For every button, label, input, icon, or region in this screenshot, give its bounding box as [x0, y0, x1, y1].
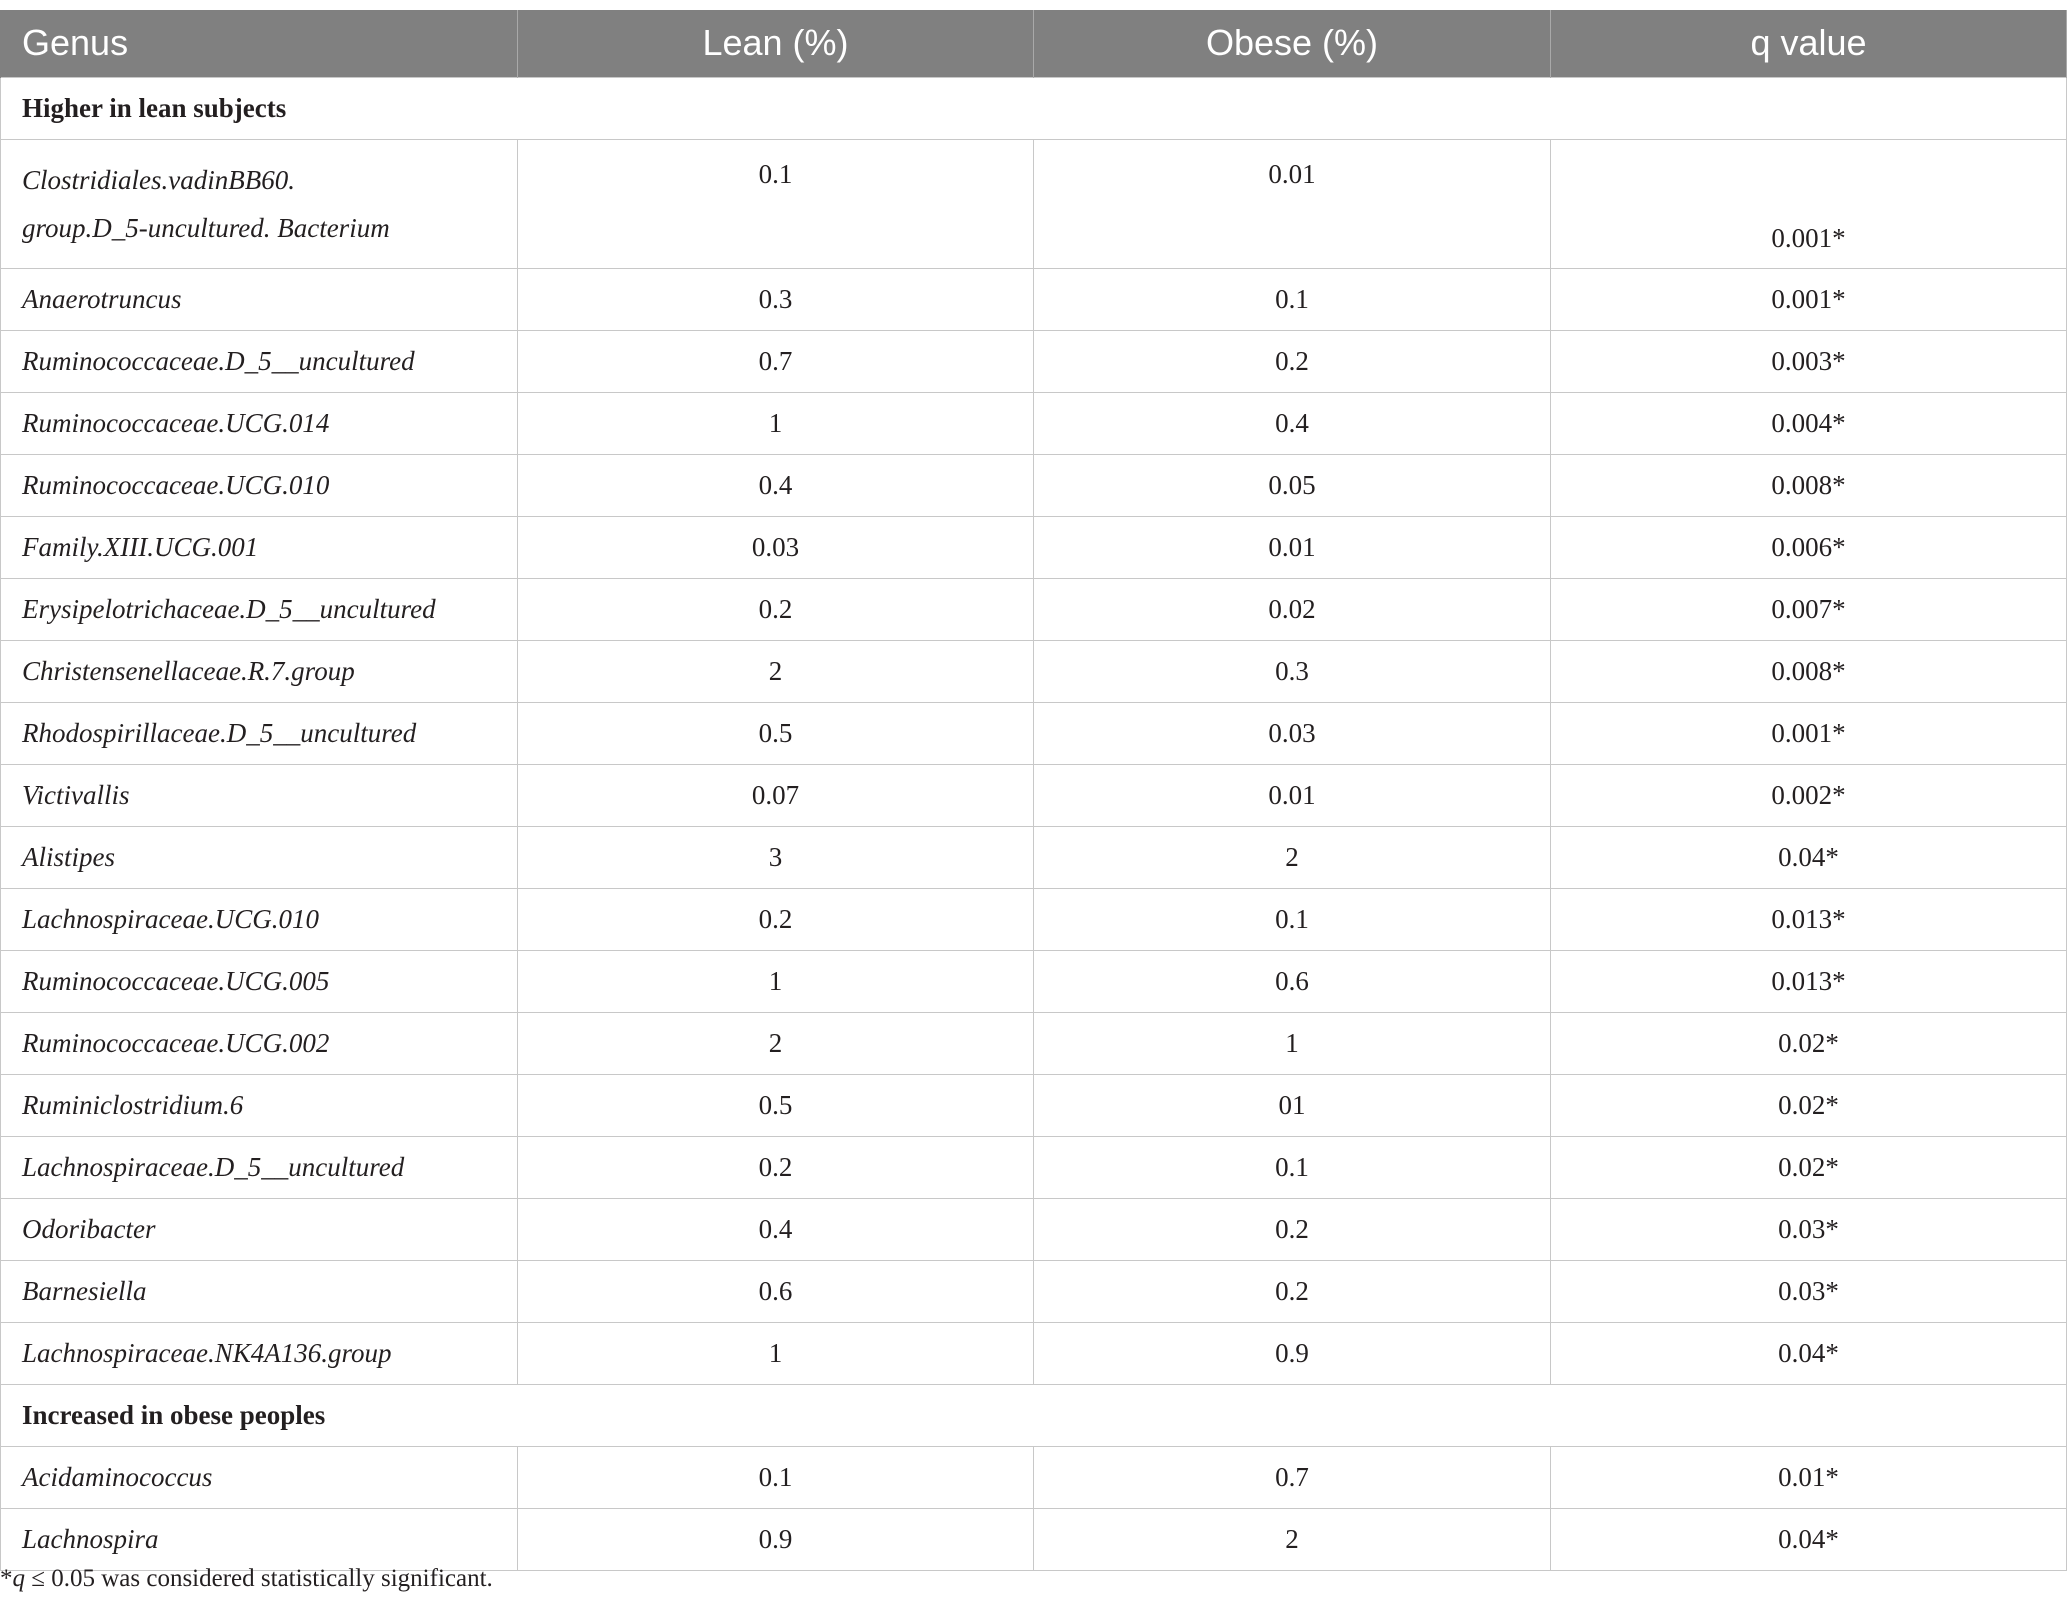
q-value-cell: 0.02*: [1551, 1012, 2067, 1074]
header-row: [1, 10, 2067, 77]
q-value-cell: 0.013*: [1551, 888, 2067, 950]
genus-cell: Ruminococcaceae.UCG.005: [1, 950, 518, 1012]
obese-percent-cell: 1: [1034, 1012, 1551, 1074]
obese-percent-cell: 2: [1034, 826, 1551, 888]
obese-percent-cell: 0.7: [1034, 1446, 1551, 1508]
table-row: [1, 640, 2067, 702]
obese-percent-cell: 0.03: [1034, 702, 1551, 764]
q-value-cell: 0.03*: [1551, 1198, 2067, 1260]
section-title: Higher in lean subjects: [1, 77, 2067, 139]
genus-cell: Victivallis: [1, 764, 518, 826]
lean-percent-cell: 0.3: [518, 268, 1034, 330]
lean-percent-cell: 0.2: [518, 578, 1034, 640]
q-value-cell: 0.04*: [1551, 1322, 2067, 1384]
obese-percent-cell: 0.2: [1034, 1260, 1551, 1322]
table-row: [1, 392, 2067, 454]
q-value-cell: 0.008*: [1551, 454, 2067, 516]
section-header-row: [1, 1384, 2067, 1446]
column-header-obese: Obese (%): [1034, 10, 1551, 77]
lean-percent-cell: 2: [518, 640, 1034, 702]
footnote-variable: q: [12, 1565, 25, 1592]
table-row: [1, 1446, 2067, 1508]
lean-percent-cell: 0.1: [518, 139, 1034, 268]
genus-cell: Lachnospira: [1, 1508, 518, 1570]
lean-percent-cell: 1: [518, 950, 1034, 1012]
genus-cell: Ruminococcaceae.UCG.014: [1, 392, 518, 454]
genus-cell: Anaerotruncus: [1, 268, 518, 330]
footnote-prefix: *: [0, 1565, 13, 1592]
obese-percent-cell: 0.2: [1034, 1198, 1551, 1260]
q-value-cell: 0.003*: [1551, 330, 2067, 392]
table-row: [1, 764, 2067, 826]
genus-cell: Alistipes: [1, 826, 518, 888]
genus-cell: Family.XIII.UCG.001: [1, 516, 518, 578]
obese-percent-cell: 0.1: [1034, 268, 1551, 330]
obese-percent-cell: 0.6: [1034, 950, 1551, 1012]
lean-percent-cell: 0.6: [518, 1260, 1034, 1322]
genus-cell: Ruminococcaceae.UCG.002: [1, 1012, 518, 1074]
genus-cell: Acidaminococcus: [1, 1446, 518, 1508]
q-value-cell: 0.013*: [1551, 950, 2067, 1012]
genus-cell: Rhodospirillaceae.D_5__uncultured: [1, 702, 518, 764]
lean-percent-cell: 0.07: [518, 764, 1034, 826]
genus-cell: Ruminococcaceae.D_5__uncultured: [1, 330, 518, 392]
lean-percent-cell: 0.1: [518, 1446, 1034, 1508]
table-row: [1, 1198, 2067, 1260]
lean-percent-cell: 1: [518, 1322, 1034, 1384]
obese-percent-cell: 0.3: [1034, 640, 1551, 702]
obese-percent-cell: 01: [1034, 1074, 1551, 1136]
genus-cell: Lachnospiraceae.NK4A136.group: [1, 1322, 518, 1384]
table-row: [1, 454, 2067, 516]
lean-percent-cell: 2: [518, 1012, 1034, 1074]
lean-percent-cell: 0.5: [518, 1074, 1034, 1136]
table-row: [1, 1322, 2067, 1384]
lean-percent-cell: 3: [518, 826, 1034, 888]
genus-cell: Ruminococcaceae.UCG.010: [1, 454, 518, 516]
genus-abundance-table: [0, 10, 2067, 1571]
table-row: [1, 578, 2067, 640]
lean-percent-cell: 0.2: [518, 888, 1034, 950]
section-title: Increased in obese peoples: [1, 1384, 2067, 1446]
table-row: [1, 1012, 2067, 1074]
genus-cell: Odoribacter: [1, 1198, 518, 1260]
lean-percent-cell: 0.2: [518, 1136, 1034, 1198]
genus-cell: [1, 139, 518, 268]
genus-cell: Lachnospiraceae.D_5__uncultured: [1, 1136, 518, 1198]
q-value-cell: 0.04*: [1551, 1508, 2067, 1570]
lean-percent-cell: 0.7: [518, 330, 1034, 392]
lean-percent-cell: 0.9: [518, 1508, 1034, 1570]
genus-cell: Christensenellaceae.R.7.group: [1, 640, 518, 702]
obese-percent-cell: 0.2: [1034, 330, 1551, 392]
table-row: [1, 1136, 2067, 1198]
q-value-cell: 0.008*: [1551, 640, 2067, 702]
table-row: [1, 826, 2067, 888]
table-row: [1, 268, 2067, 330]
column-header-genus: Genus: [1, 10, 518, 77]
results-table-container: [0, 10, 2066, 1571]
column-header-lean: Lean (%): [518, 10, 1034, 77]
obese-percent-cell: 0.4: [1034, 392, 1551, 454]
table-row: [1, 950, 2067, 1012]
q-value-cell: 0.001*: [1551, 268, 2067, 330]
obese-percent-cell: 0.01: [1034, 516, 1551, 578]
genus-name-line2: group.D_5-uncultured. Bacterium: [22, 212, 390, 243]
lean-percent-cell: 0.4: [518, 454, 1034, 516]
q-value-cell: 0.004*: [1551, 392, 2067, 454]
q-value-cell: 0.01*: [1551, 1446, 2067, 1508]
genus-name-line1: Clostridiales.vadinBB60.: [22, 164, 295, 195]
table-row: [1, 888, 2067, 950]
obese-percent-cell: 0.1: [1034, 1136, 1551, 1198]
q-value-cell: 0.03*: [1551, 1260, 2067, 1322]
table-body: [1, 77, 2067, 1570]
obese-percent-cell: 0.1: [1034, 888, 1551, 950]
genus-cell: Erysipelotrichaceae.D_5__uncultured: [1, 578, 518, 640]
q-value-cell: 0.04*: [1551, 826, 2067, 888]
obese-percent-cell: 2: [1034, 1508, 1551, 1570]
table-row: [1, 1508, 2067, 1570]
obese-percent-cell: 0.01: [1034, 139, 1551, 268]
q-value-cell: 0.006*: [1551, 516, 2067, 578]
lean-percent-cell: 0.03: [518, 516, 1034, 578]
q-value-cell: 0.001*: [1551, 139, 2067, 268]
table-row: [1, 1260, 2067, 1322]
table-footnote: [0, 1565, 493, 1593]
lean-percent-cell: 1: [518, 392, 1034, 454]
table-row: [1, 139, 2067, 268]
obese-percent-cell: 0.9: [1034, 1322, 1551, 1384]
q-value-cell: 0.007*: [1551, 578, 2067, 640]
genus-cell: Barnesiella: [1, 1260, 518, 1322]
genus-cell: Ruminiclostridium.6: [1, 1074, 518, 1136]
table-row: [1, 1074, 2067, 1136]
q-value-cell: 0.02*: [1551, 1136, 2067, 1198]
footnote-text: ≤ 0.05 was considered statistically significant.: [25, 1565, 493, 1592]
lean-percent-cell: 0.5: [518, 702, 1034, 764]
section-header-row: [1, 77, 2067, 139]
genus-cell: Lachnospiraceae.UCG.010: [1, 888, 518, 950]
q-value-cell: 0.001*: [1551, 702, 2067, 764]
column-header-q-value: q value: [1551, 10, 2067, 77]
table-row: [1, 330, 2067, 392]
obese-percent-cell: 0.01: [1034, 764, 1551, 826]
q-value-cell: 0.02*: [1551, 1074, 2067, 1136]
lean-percent-cell: 0.4: [518, 1198, 1034, 1260]
obese-percent-cell: 0.02: [1034, 578, 1551, 640]
obese-percent-cell: 0.05: [1034, 454, 1551, 516]
q-value-cell: 0.002*: [1551, 764, 2067, 826]
table-row: [1, 702, 2067, 764]
table-row: [1, 516, 2067, 578]
table-header: [1, 10, 2067, 77]
